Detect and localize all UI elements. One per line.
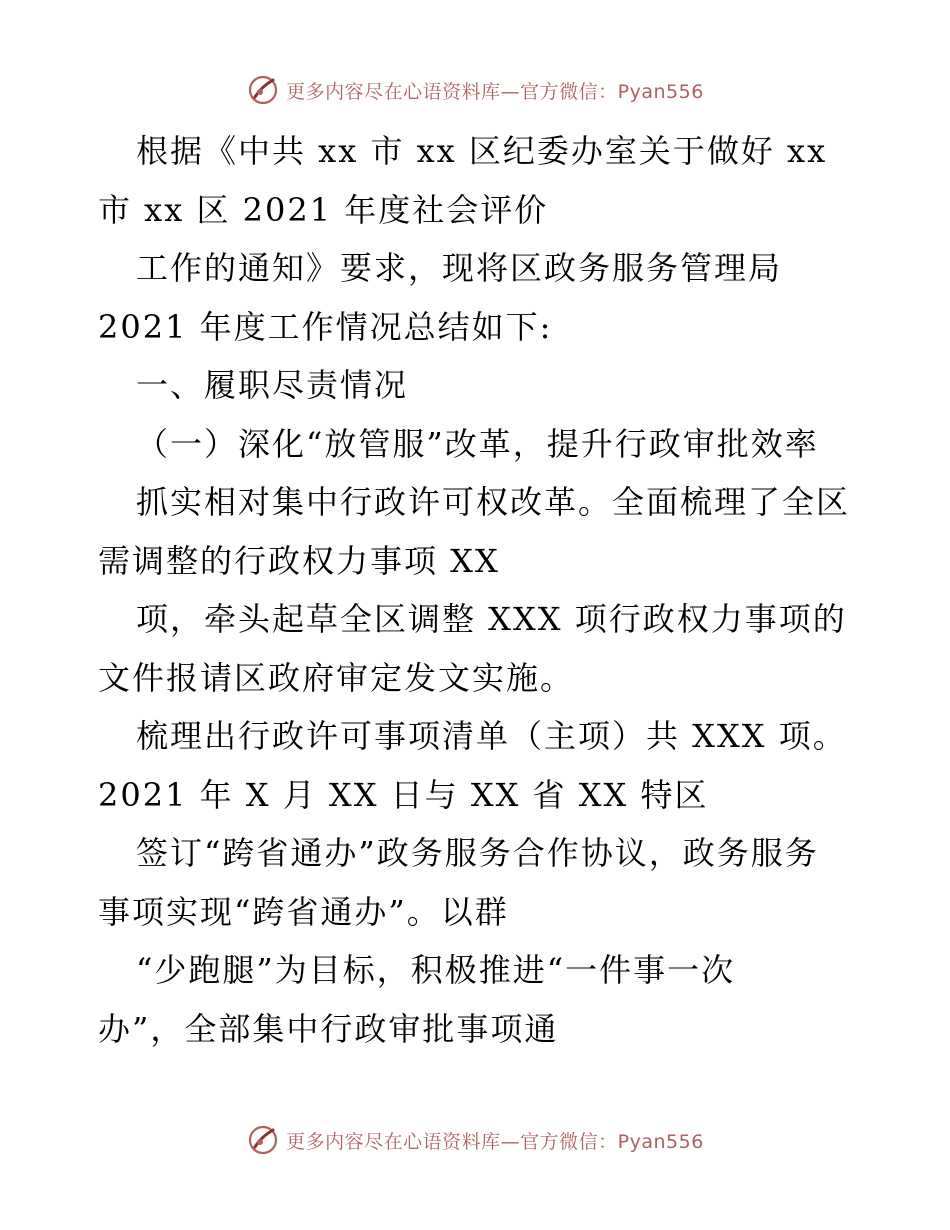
body-line: 抓实相对集中行政许可权改革。全面梳理了全区 (136, 483, 851, 521)
body-line: 根据《中共 xx 市 xx 区纪委办室关于做好 xx (136, 132, 828, 170)
body-line: 市 xx 区 2021 年度社会评价 (98, 190, 549, 229)
body-line: 需调整的行政权力事项 XX (98, 541, 500, 580)
section-heading: 一、履职尽责情况 (136, 366, 409, 404)
footer-watermark-text: 更多内容尽在心语资料库—官方微信：Pyan556 (286, 1130, 704, 1153)
body-line: 签订“跨省通办”政务服务合作协议，政务服务 (136, 834, 819, 872)
body-line: 工作的通知》要求，现将区政务服务管理局 (136, 249, 783, 287)
body-line: 项，牵头起草全区调整 XXX 项行政权力事项的 (136, 600, 847, 638)
body-line: 2021 年度工作情况总结如下: (98, 307, 553, 346)
document-body (98, 122, 858, 1058)
body-line: 文件报请区政府审定发文实施。 (98, 658, 575, 697)
header-watermark (0, 70, 950, 110)
subsection-heading: （一）深化“放管服”改革，提升行政审批效率 (136, 424, 819, 463)
body-line: 事项实现“跨省通办”。以群 (98, 892, 509, 931)
body-line: “少跑腿”为目标，积极推进“一件事一次 (136, 951, 736, 989)
body-line: 2021 年 X 月 XX 日与 XX 省 XX 特区 (98, 775, 709, 814)
header-watermark-text: 更多内容尽在心语资料库—官方微信：Pyan556 (286, 80, 704, 103)
brush-seal-logo-icon (246, 1123, 280, 1157)
body-line: 梳理出行政许可事项清单（主项）共 XXX 项。 (136, 717, 847, 755)
footer-watermark (0, 1120, 950, 1160)
brush-seal-logo-icon (246, 73, 280, 107)
body-line: 办”，全部集中行政审批事项通 (98, 1009, 559, 1048)
